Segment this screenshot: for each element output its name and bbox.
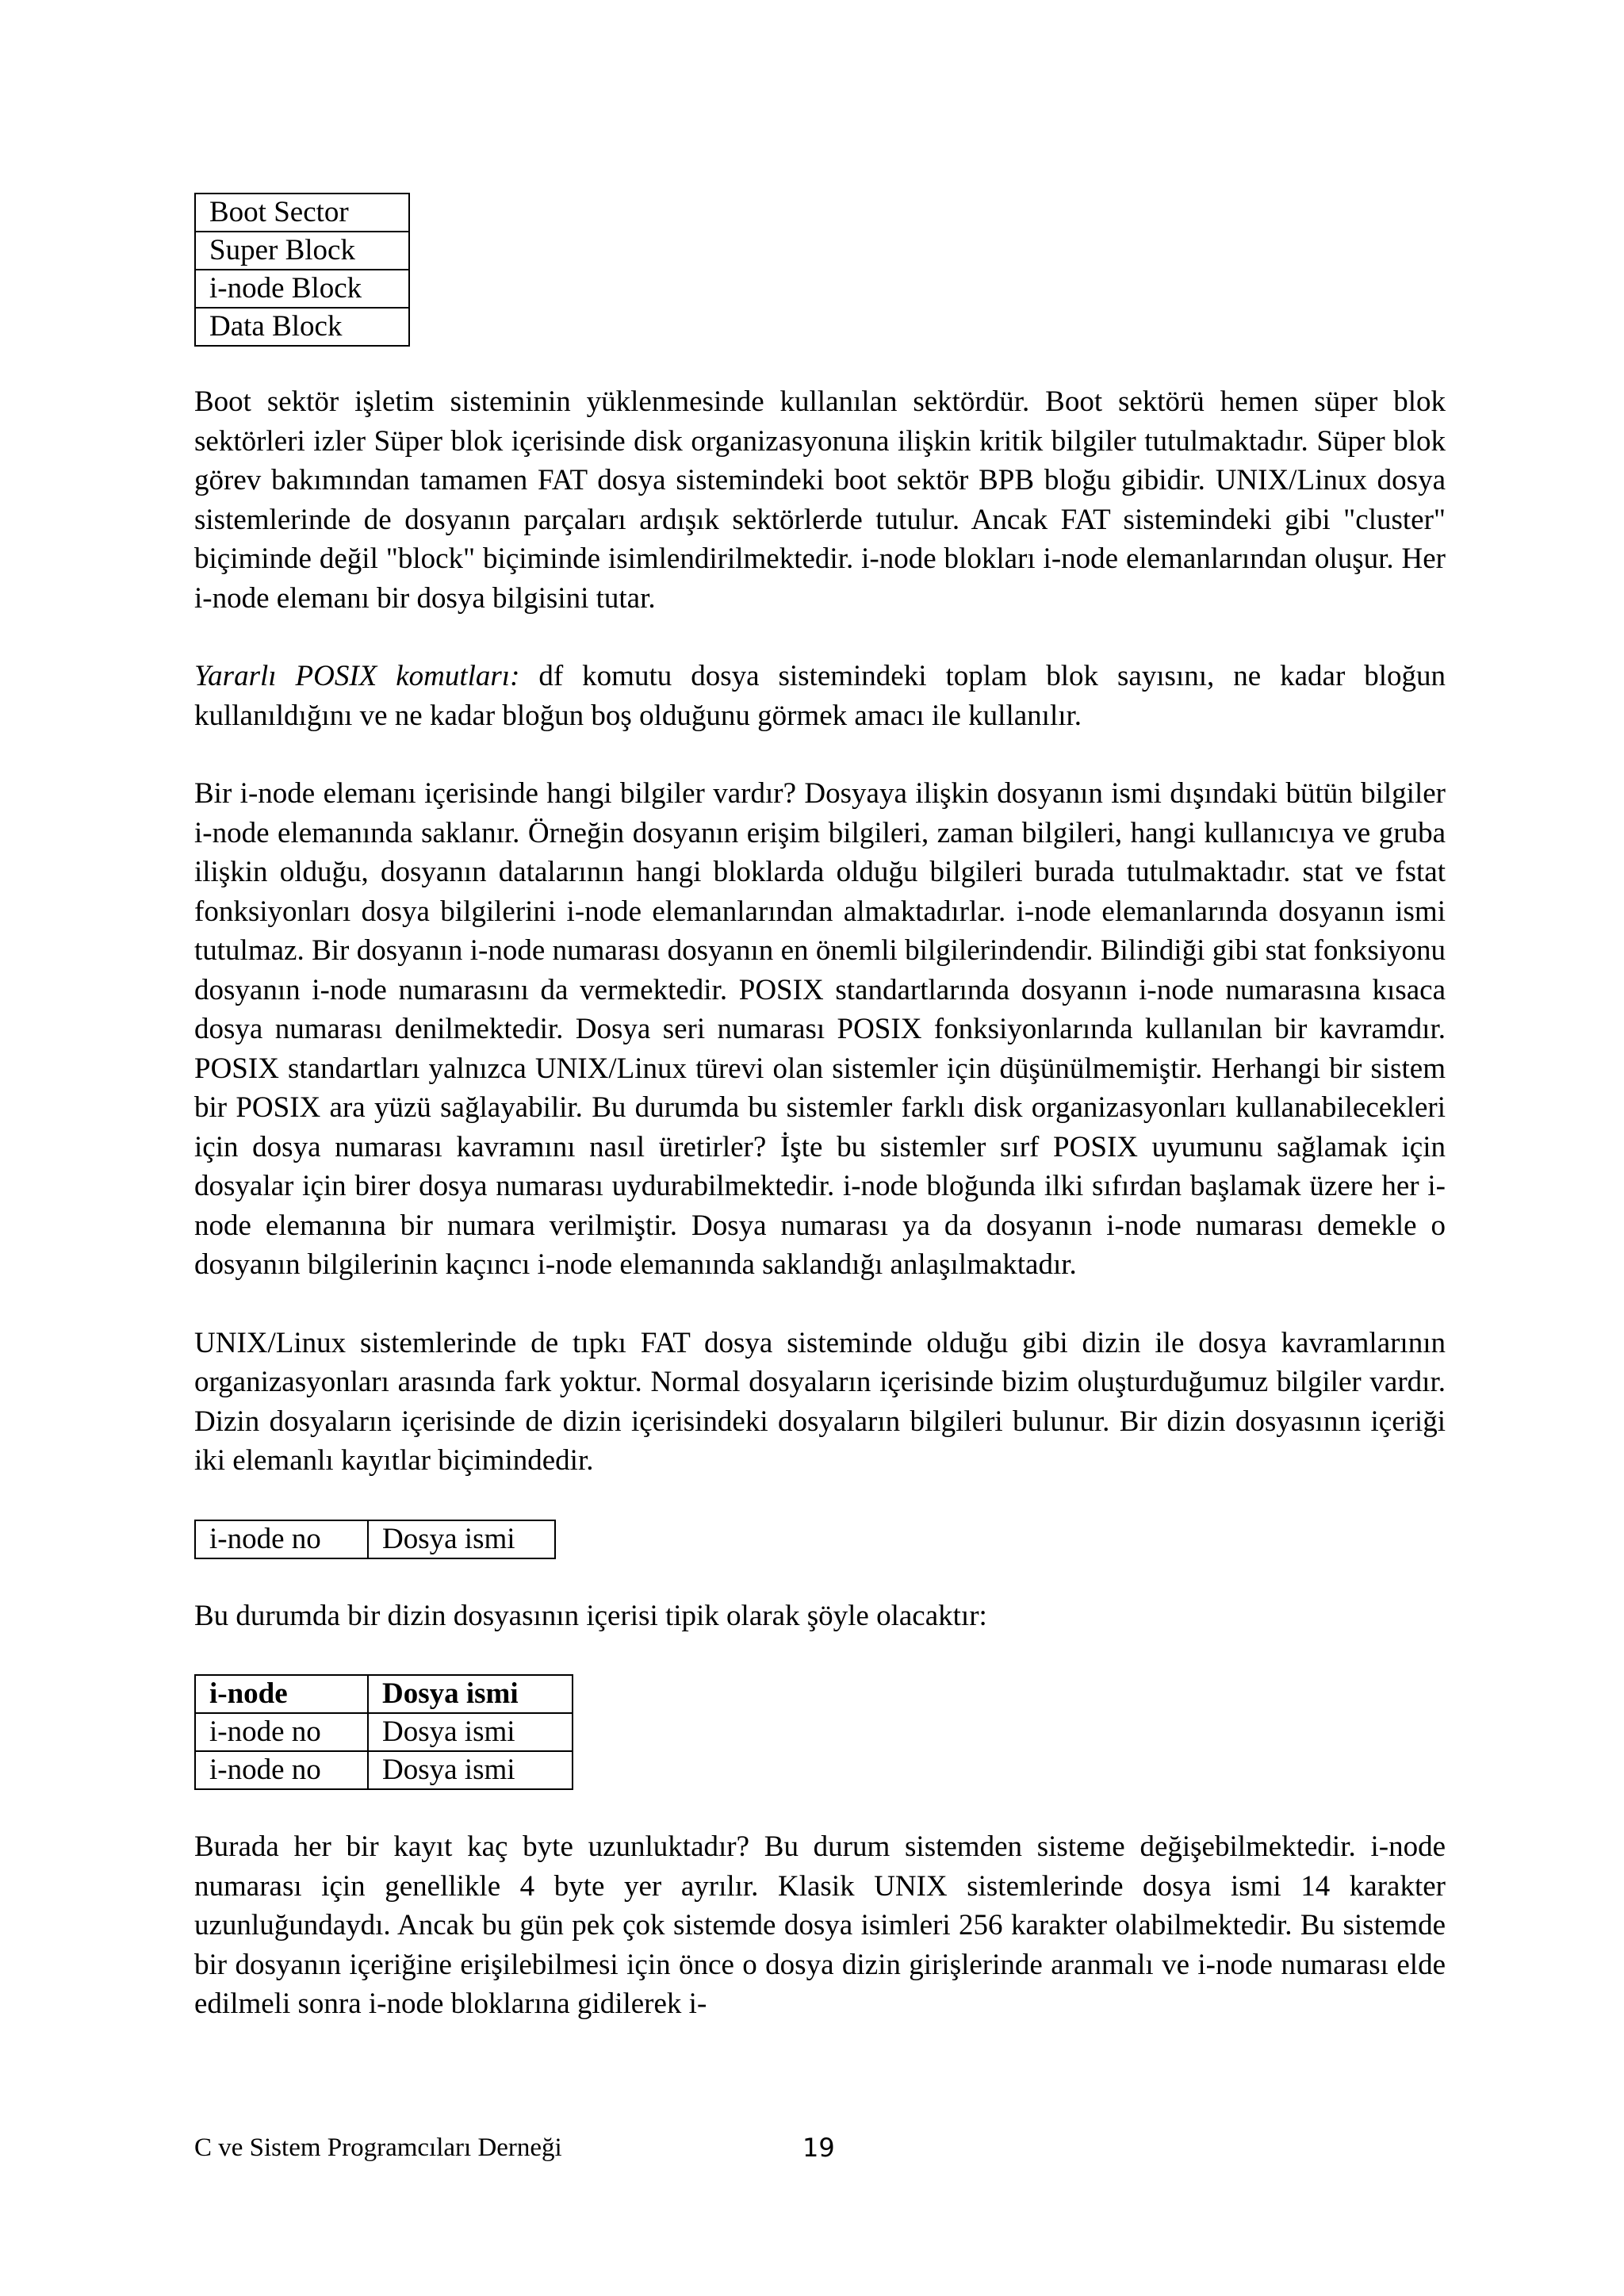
table-row — [195, 232, 409, 270]
table-header-row — [195, 1675, 573, 1713]
table-row — [195, 1751, 573, 1789]
table-header-cell: i-node — [195, 1675, 368, 1713]
table-cell: Dosya ismi — [368, 1751, 573, 1789]
paragraph-posix-commands — [194, 657, 1446, 735]
posix-commands-text: df komutu dosya sistemindeki toplam blok sayısını, ne kadar bloğun kullanıldığını ve ne kadar bloğun boş olduğunu görmek amacı ile kullanılır. — [194, 660, 1446, 732]
table-cell: Boot Sector — [195, 194, 409, 232]
table-cell: i-node no — [195, 1520, 368, 1558]
disk-layout-table — [194, 193, 410, 347]
table-cell: Dosya ismi — [368, 1713, 573, 1751]
page-footer — [194, 2128, 1446, 2168]
table-header-cell: Dosya ismi — [368, 1675, 573, 1713]
paragraph-boot-sector: Boot sektör işletim sisteminin yüklenmesinde kullanılan sektördür. Boot sektörü hemen süper blok sektörleri izler Süper blok içerisinde disk organizasyonuna ilişkin kritik bilgiler tutulmaktadır. Süper blok görev bakımından tamamen FAT dosya sistemindeki boot sektör BPB bloğu gibidir. UNIX/Linux dosya sistemlerinde de dosyanın parçaları ardışık sektörlerde tutulur. Ancak FAT sistemindeki gibi "cluster" biçiminde değil "block" biçiminde isimlendirilmektedir. i-node blokları i-node elemanlarından oluşur. Her i-node elemanı bir dosya bilgisini tutar. — [194, 385, 1446, 615]
posix-commands-heading: Yararlı POSIX komutları: — [194, 660, 520, 692]
table-row — [195, 1713, 573, 1751]
paragraph-directory-example-intro: Bu durumda bir dizin dosyasının içerisi tipik olarak şöyle olacaktır: — [194, 1599, 987, 1632]
directory-entry-table — [194, 1520, 556, 1559]
directory-contents-table — [194, 1674, 573, 1790]
footer-organization: C ve Sistem Programcıları Derneği — [194, 2133, 562, 2162]
paragraph-inode-element: Bir i-node elemanı içerisinde hangi bilgiler vardır? Dosyaya ilişkin dosyanın ismi dışındaki bütün bilgiler i-node elemanında saklanır. Örneğin dosyanın erişim bilgileri, zaman bilgileri, hangi kullanıcıya ve gruba ilişkin olduğu, dosyanın datalarının hangi bloklarda olduğu bilgileri burada tutulmaktadır. stat ve fstat fonksiyonları dosya bilgilerini i-node elemanlarından almaktadırlar. i-node elemanlarında dosyanın ismi tutulmaz. Bir dosyanın i-node numarası dosyanın en önemli bilgilerindendir. Bilindiği gibi stat fonksiyonu dosyanın i-node numarasını da vermektedir. POSIX standartlarında dosyanın i-node numarasına kısaca dosya numarası denilmektedir. Dosya seri numarası POSIX fonksiyonlarında kullanılan bir kavramdır. POSIX standartları yalnızca UNIX/Linux türevi olan sistemler için düşünülmemiştir. Herhangi bir sistem bir POSIX ara yüzü sağlayabilir. Bu durumda bu sistemler farklı disk organizasyonları kullanabilecekleri için dosya numarası kavramını nasıl üretirler? İşte bu sistemler sırf POSIX uyumunu sağlamak için dosyalar için birer dosya numarası uydurabilmektedir. i-node bloğunda ilki sıfırdan başlamak üzere her i-node elemanına bir numara verilmiştir. Dosya numarası ya da dosyanın i-node numarası demekle o dosyanın bilgilerinin kaçıncı i-node elemanında saklandığı anlaşılmaktadır. — [194, 777, 1446, 1281]
table-cell: i-node Block — [195, 270, 409, 308]
table-row — [195, 270, 409, 308]
table-row — [195, 308, 409, 346]
table-cell: i-node no — [195, 1713, 368, 1751]
page-number: 19 — [802, 2133, 835, 2163]
page-content — [194, 193, 1446, 2024]
table-cell: Dosya ismi — [368, 1520, 555, 1558]
table-row — [195, 1520, 555, 1558]
table-cell: Super Block — [195, 232, 409, 270]
table-cell: i-node no — [195, 1751, 368, 1789]
table-cell: Data Block — [195, 308, 409, 346]
paragraph-record-size: Burada her bir kayıt kaç byte uzunluktadır? Bu durum sistemden sisteme değişebilmektedir. i-node numarası için genellikle 4 byte yer ayrılır. Klasik UNIX sistemlerinde dosya ismi 14 karakter uzunluğundaydı. Ancak bu gün pek çok sistemde dosya isimleri 256 karakter olabilmektedir. Bu sistemde bir dosyanın içeriğine erişilebilmesi için önce o dosya dizin girişlerinde aranmalı ve i-node numarası elde edilmeli sonra i-node bloklarına gidilerek i- — [194, 1830, 1446, 2020]
paragraph-directory-organization: UNIX/Linux sistemlerinde de tıpkı FAT dosya sisteminde olduğu gibi dizin ile dosya kavramlarının organizasyonları arasında fark yoktur. Normal dosyaların içerisinde bizim oluşturduğumuz bilgiler vardır. Dizin dosyaların içerisinde de dizin içerisindeki dosyaların bilgileri bulunur. Bir dizin dosyasının içeriği iki elemanlı kayıtlar biçimindedir. — [194, 1326, 1446, 1477]
table-row — [195, 194, 409, 232]
